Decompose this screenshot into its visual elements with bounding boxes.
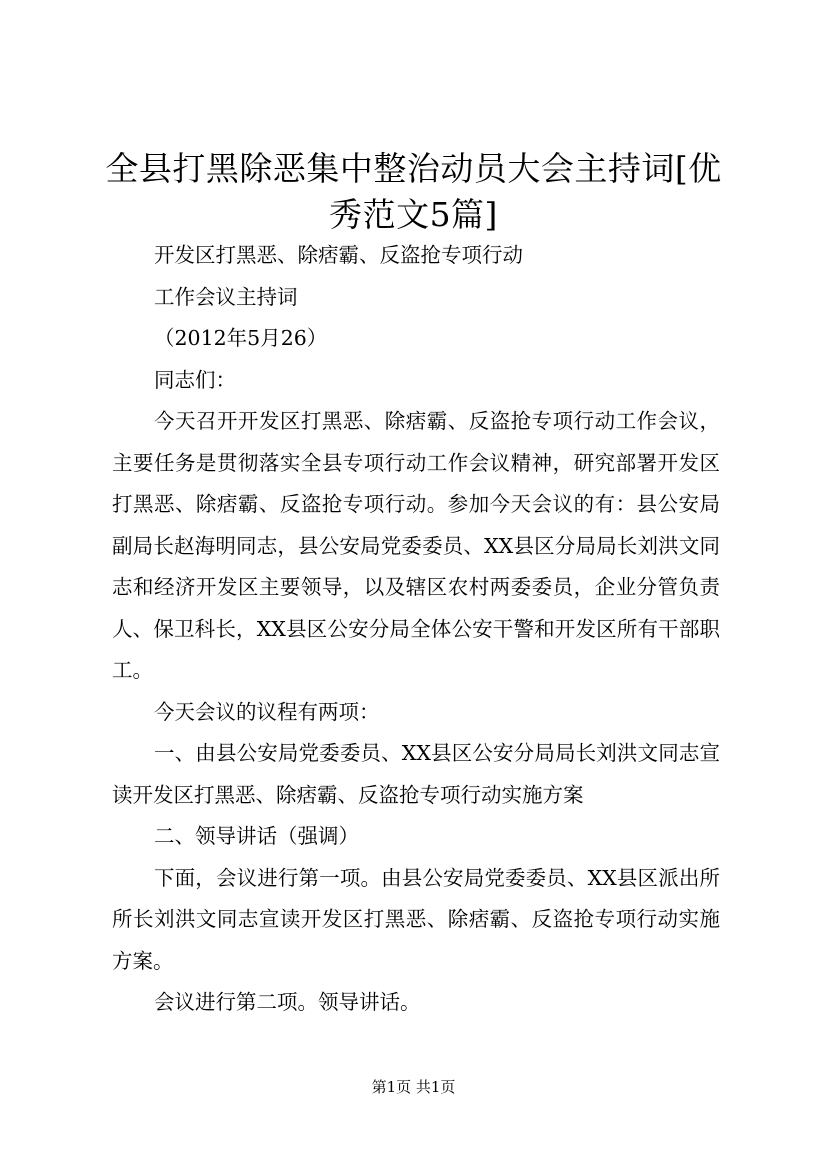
paragraph: 开发区打黑恶、除痞霸、反盗抢专项行动 (154, 243, 523, 267)
paragraph: 二、领导讲话（强调） (154, 824, 359, 848)
document-title: 全县打黑除恶集中整治动员大会主持词[优秀范文5篇] (105, 149, 722, 234)
paragraph: 一、由县公安局党委委员、XX县区公安分局局长刘洪文同志宣读开发区打黑恶、除痞霸、反盗抢专项行动实施方案 (112, 741, 720, 807)
page-footer: 第1页 共1页 (371, 1078, 456, 1096)
paragraph: 今天会议的议程有两项： (154, 699, 380, 724)
document-body (112, 235, 720, 1024)
paragraph: （2012年5月26） (154, 326, 328, 350)
paragraph: 工作会议主持词 (154, 284, 298, 309)
paragraph: 下面，会议进行第一项。由县公安局党委委员、XX县区派出所所长刘洪文同志宣读开发区打黑恶、除痞霸、反盗抢专项行动实施方案。 (112, 865, 720, 973)
paragraph: 会议进行第二项。领导讲话。 (154, 990, 421, 1014)
paragraph: 同志们： (154, 367, 236, 392)
paragraph: 今天召开开发区打黑恶、除痞霸、反盗抢专项行动工作会议，主要任务是贯彻落实全县专项行动工作会议精神，研究部署开发区打黑恶、除痞霸、反盗抢专项行动。参加今天会议的有：县公安局副局长赵海明同志，县公安局党委委员、XX县区分局局长刘洪文同志和经济开发区主要领导，以及辖区农村两委委员，企业分管负责人、保卫科长，XX县区公安分局全体公安干警和开发区所有干部职工。 (112, 409, 720, 682)
